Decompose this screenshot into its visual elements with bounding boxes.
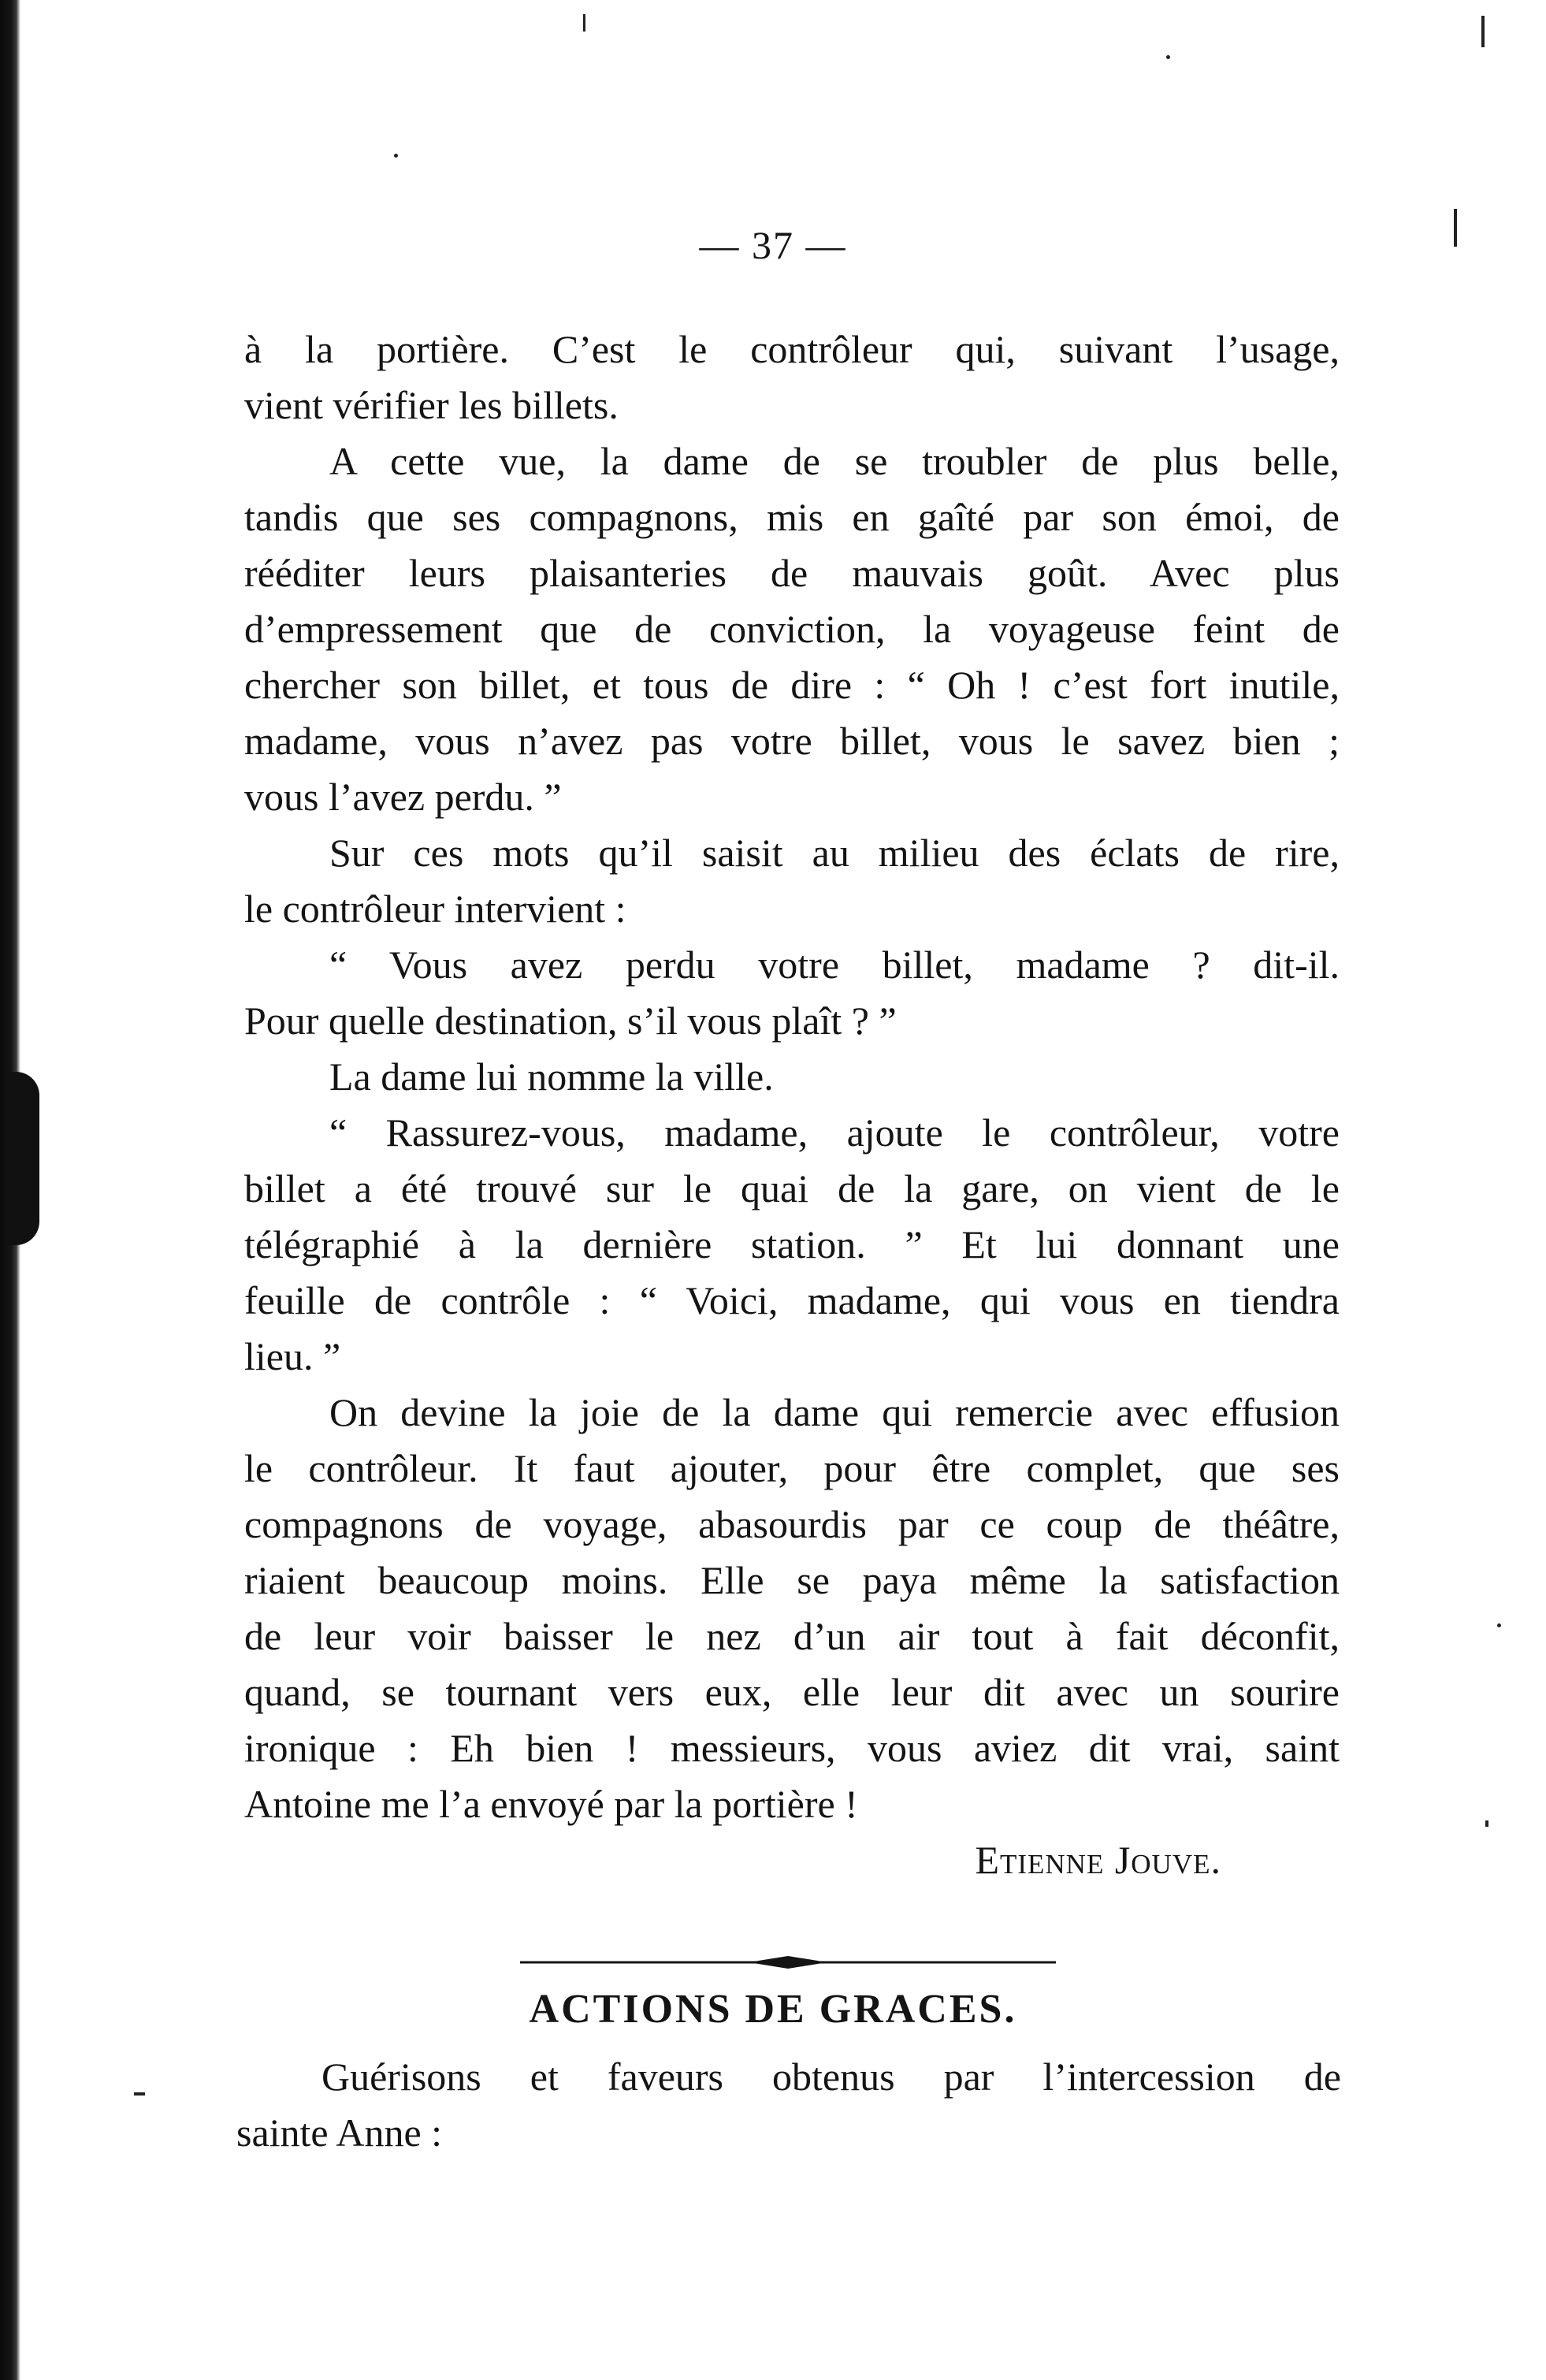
section-body <box>236 2049 1341 2161</box>
section-divider-ornament <box>520 1953 1056 1972</box>
scan-speck <box>394 154 398 158</box>
page-number: — 37 — <box>699 223 847 267</box>
scan-speck <box>1485 1820 1488 1827</box>
scan-speck <box>583 14 585 32</box>
author-signature: Etienne Jouve. <box>975 1838 1221 1882</box>
text-line: rééditer leurs plaisanteries de mauvais goût. Avec plus <box>244 551 1340 595</box>
binding-notch <box>8 1072 39 1245</box>
text-line: Sur ces mots qu’il saisit au milieu des éclats de rire, <box>329 831 1340 875</box>
text-line: “ Rassurez-vous, madame, ajoute le contrôleur, votre <box>329 1110 1340 1155</box>
text-line: lieu. ” <box>244 1334 341 1378</box>
text-line: le contrôleur. It faut ajouter, pour être complet, que ses <box>244 1446 1340 1490</box>
text-line: madame, vous n’avez pas votre billet, vous le savez bien ; <box>244 719 1340 763</box>
scan-speck <box>1497 1623 1501 1627</box>
text-line: télégraphié à la dernière station. ” Et lui donnant une <box>244 1222 1340 1266</box>
text-line: Pour quelle destination, s’il vous plaît ? ” <box>244 998 897 1043</box>
text-line: A cette vue, la dame de se troubler de plus belle, <box>329 439 1340 483</box>
text-line: ironique : Eh bien ! messieurs, vous aviez dit vrai, saint <box>244 1726 1340 1770</box>
article-body <box>244 322 1340 1888</box>
text-line: quand, se tournant vers eux, elle leur dit avec un sourire <box>244 1670 1340 1714</box>
scan-speck <box>1166 55 1170 59</box>
text-line: La dame lui nomme la ville. <box>329 1054 774 1099</box>
text-line: sainte Anne : <box>236 2110 443 2155</box>
section-title: ACTIONS DE GRACES. <box>529 1987 1017 2032</box>
text-line: On devine la joie de la dame qui remercie avec effusion <box>329 1390 1340 1434</box>
text-line: d’empressement que de conviction, la voyageuse feint de <box>244 607 1340 651</box>
text-line: à la portière. C’est le contrôleur qui, suivant l’usage, <box>244 327 1340 371</box>
text-line: de leur voir baisser le nez d’un air tout à fait déconfit, <box>244 1614 1340 1658</box>
scan-speck <box>134 2092 145 2096</box>
text-line: tandis que ses compagnons, mis en gaîté par son émoi, de <box>244 495 1340 539</box>
text-line: riaient beaucoup moins. Elle se paya même la satisfaction <box>244 1558 1340 1602</box>
text-line: feuille de contrôle : “ Voici, madame, qui vous en tiendra <box>244 1278 1340 1322</box>
text-line: compagnons de voyage, abasourdis par ce coup de théâtre, <box>244 1502 1340 1546</box>
text-line: vient vérifier les billets. <box>244 383 619 427</box>
scan-speck <box>1481 16 1485 47</box>
text-line: le contrôleur intervient : <box>244 887 626 931</box>
text-line: “ Vous avez perdu votre billet, madame ? dit-il. <box>329 943 1340 987</box>
text-line: Antoine me l’a envoyé par la portière ! <box>244 1782 858 1826</box>
text-line: vous l’avez perdu. ” <box>244 775 562 819</box>
text-line: Guérisons et faveurs obtenus par l’intercession de <box>321 2055 1341 2099</box>
text-line: chercher son billet, et tous de dire : “ Oh ! c’est fort inutile, <box>244 663 1340 707</box>
text-line: billet a été trouvé sur le quai de la gare, on vient de le <box>244 1166 1340 1210</box>
